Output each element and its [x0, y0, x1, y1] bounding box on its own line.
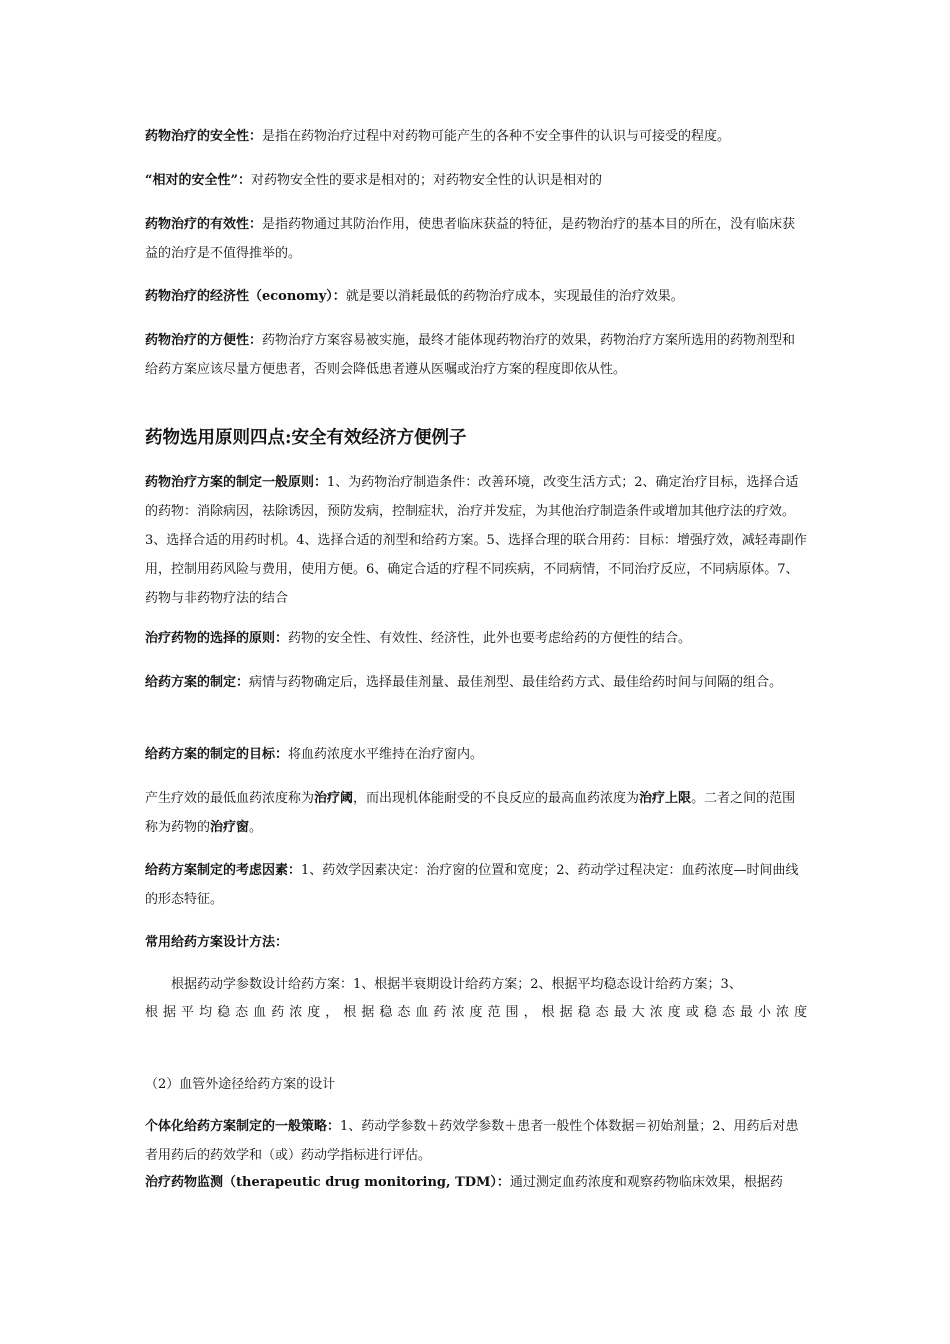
- term-considerations: 给药方案制定的考虑因素：: [145, 863, 302, 878]
- term-tdm: 治疗药物监测（therapeutic drug monitoring, TDM）：: [145, 1175, 510, 1190]
- term-relative-safety: “相对的安全性”：: [145, 173, 251, 188]
- text-window-1: 产生疗效的最低血药浓度称为: [145, 791, 315, 806]
- paragraph-regimen-goal: [145, 740, 807, 769]
- text-general-principles: 1、为药物治疗制造条件：改善环境，改变生活方式；2、确定治疗目标，选择合适的药物：消除病因，祛除诱因，预防发病，控制症状，治疗并发症，为其他治疗制造条件或增加其他疗法的疗效。3、选择合适的用药时机。4、选择合适的剂型和给药方案。5、选择合理的联合用药：目标：增强疗效，减轻毒副作用，控制用药风险与费用，使用方便。6、确定合适的疗程不同疾病，不同病情，不同治疗反应，不同病原体。7、药物与非药物疗法的结合: [145, 475, 807, 606]
- term-regimen-goal: 给药方案的制定的目标：: [145, 747, 289, 762]
- paragraph-safety: [145, 122, 807, 151]
- term-convenience: 药物治疗的方便性：: [145, 333, 263, 348]
- text-pk-methods-line2: 根据平均稳态血药浓度，根据稳态血药浓度范围，根据稳态最大浓度或稳态最小浓度: [145, 1005, 807, 1020]
- section-heading: 药物选用原则四点:安全有效经济方便例子: [145, 428, 467, 448]
- term-individualized-strategy: 个体化给药方案制定的一般策略：: [145, 1119, 341, 1134]
- paragraph-regimen-formulation: [145, 668, 807, 697]
- text-effectiveness: 是指药物通过其防治作用，使患者临床获益的特征，是药物治疗的基本目的所在，没有临床获益的治疗是不值得推举的。: [145, 217, 796, 261]
- text-window-2: ，而出现机体能耐受的不良反应的最高血药浓度为: [353, 791, 640, 806]
- term-upper-limit: 治疗上限: [639, 791, 692, 806]
- text-individualized-strategy: 1、药动学参数＋药效学参数＋患者一般性个体数据＝初始剂量；2、用药后对患者用药后的药效学和（或）药动学指标进行评估。: [145, 1119, 799, 1163]
- paragraph-relative-safety: [145, 166, 807, 195]
- text-regimen-goal: 将血药浓度水平维持在治疗窗内。: [288, 747, 484, 762]
- term-threshold: 治疗阈: [314, 791, 354, 806]
- text-extravascular: （2）血管外途径给药方案的设计: [145, 1077, 336, 1092]
- paragraph-general-principles: [145, 468, 807, 613]
- paragraph-pk-methods-line1: [145, 970, 807, 999]
- paragraph-individualized-strategy: [145, 1112, 807, 1170]
- paragraph-economy: [145, 282, 807, 311]
- paragraph-extravascular: [145, 1070, 807, 1099]
- text-window-3: 。二者之间的范围称为药物的: [145, 791, 796, 835]
- text-selection-principles: 药物的安全性、有效性、经济性，此外也要考虑给药的方便性的结合。: [288, 631, 692, 646]
- paragraph-therapeutic-window: [145, 784, 807, 842]
- term-general-principles: 药物治疗方案的制定一般原则：: [145, 475, 328, 490]
- term-common-methods: 常用给药方案设计方法：: [145, 935, 289, 950]
- text-window-4: 。: [249, 820, 263, 835]
- paragraph-effectiveness: [145, 210, 807, 268]
- text-pk-methods-line1: 根据药动学参数设计给药方案：1、根据半衰期设计给药方案；2、根据平均稳态设计给药方案；3、: [171, 977, 742, 992]
- text-regimen-formulation: 病情与药物确定后，选择最佳剂量、最佳剂型、最佳给药方式、最佳给药时间与间隔的组合。: [249, 675, 783, 690]
- paragraph-common-methods: [145, 928, 807, 957]
- text-considerations: 1、药效学因素决定：治疗窗的位置和宽度；2、药动学过程决定：血药浓度—时间曲线的形态特征。: [145, 863, 799, 907]
- term-selection-principles: 治疗药物的选择的原则：: [145, 631, 289, 646]
- paragraph-convenience: [145, 326, 807, 384]
- text-convenience: 药物治疗方案容易被实施，最终才能体现药物治疗的效果，药物治疗方案所选用的药物剂型和给药方案应该尽量方便患者，否则会降低患者遵从医嘱或治疗方案的程度即依从性。: [145, 333, 796, 377]
- paragraph-pk-methods-line2: [145, 998, 807, 1027]
- term-effectiveness: 药物治疗的有效性：: [145, 217, 263, 232]
- paragraph-considerations: [145, 856, 807, 914]
- term-safety: 药物治疗的安全性：: [145, 129, 263, 144]
- text-tdm: 通过测定血药浓度和观察药物临床效果，根据药: [509, 1175, 783, 1190]
- text-economy: 就是要以消耗最低的药物治疗成本，实现最佳的治疗效果。: [345, 289, 684, 304]
- text-relative-safety: 对药物安全性的要求是相对的；对药物安全性的认识是相对的: [250, 173, 602, 188]
- term-window: 治疗窗: [210, 820, 250, 835]
- paragraph-tdm: [145, 1168, 807, 1197]
- paragraph-selection-principles: [145, 624, 807, 653]
- term-economy: 药物治疗的经济性（economy）：: [145, 289, 346, 304]
- text-safety: 是指在药物治疗过程中对药物可能产生的各种不安全事件的认识与可接受的程度。: [262, 129, 731, 144]
- term-regimen-formulation: 给药方案的制定：: [145, 675, 250, 690]
